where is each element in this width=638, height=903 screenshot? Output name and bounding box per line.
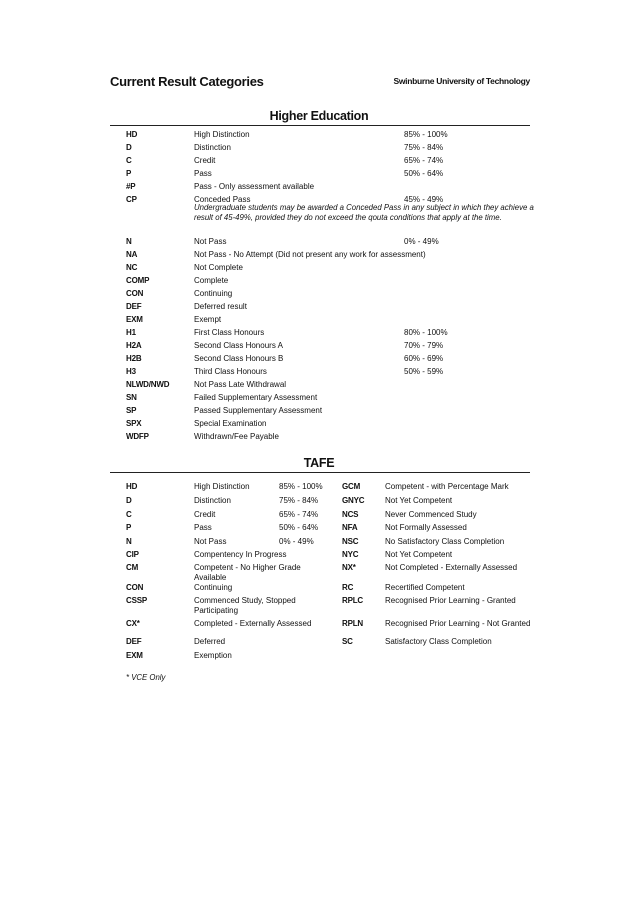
result-code: EXM xyxy=(126,651,143,660)
result-description: Pass xyxy=(194,523,212,532)
result-code: NYC xyxy=(342,550,359,559)
result-description: Failed Supplementary Assessment xyxy=(194,393,318,402)
result-description: Never Commenced Study xyxy=(385,510,477,519)
result-description: Not Pass - No Attempt (Did not present any work for assessment) xyxy=(194,250,426,259)
result-description: Not Formally Assessed xyxy=(385,523,467,532)
result-code: N xyxy=(126,237,132,246)
result-description: Not Pass Late Withdrawal xyxy=(194,380,287,389)
section-divider-tafe xyxy=(110,472,530,473)
result-code: SP xyxy=(126,406,137,415)
section-title-higher-education: Higher Education xyxy=(269,109,369,123)
result-description: Second Class Honours A xyxy=(194,341,283,350)
result-code: NSC xyxy=(342,537,359,546)
result-range: 0% - 49% xyxy=(404,237,439,246)
result-code: CX* xyxy=(126,619,140,628)
conceded-pass-note: Undergraduate students may be awarded a Conceded Pass in any subject in which they achieve a result of 45-49%, provided they do not exceed the qouta conditions that apply at the time. xyxy=(194,203,534,222)
result-code: HD xyxy=(126,130,138,139)
result-code: SN xyxy=(126,393,137,402)
result-code: H2B xyxy=(126,354,142,363)
result-range: 75% - 84% xyxy=(279,496,319,505)
result-code: GNYC xyxy=(342,496,365,505)
result-description: Complete xyxy=(194,276,229,285)
result-description: Conceded Pass xyxy=(194,195,251,204)
result-code: CIP xyxy=(126,550,139,559)
result-code: SC xyxy=(342,637,353,646)
result-description: Not Complete xyxy=(194,263,243,272)
result-code: SPX xyxy=(126,419,142,428)
result-description: Distinction xyxy=(194,496,231,505)
result-description: Completed - Externally Assessed xyxy=(194,619,312,628)
result-range: 50% - 59% xyxy=(404,367,444,376)
footnote: * VCE Only xyxy=(126,673,166,682)
result-range: 65% - 74% xyxy=(279,510,319,519)
result-range: 85% - 100% xyxy=(404,130,448,139)
result-code: RPLC xyxy=(342,596,363,605)
page-title: Current Result Categories xyxy=(110,74,264,89)
section-title-tafe: TAFE xyxy=(303,456,335,470)
result-description: Not Completed - Externally Assessed xyxy=(385,563,518,572)
result-code: CON xyxy=(126,583,144,592)
result-code: NLWD/NWD xyxy=(126,380,170,389)
result-description: Deferred xyxy=(194,637,226,646)
result-code: C xyxy=(126,156,132,165)
result-code: P xyxy=(126,169,132,178)
result-code: NFA xyxy=(342,523,358,532)
result-description: Withdrawn/Fee Payable xyxy=(194,432,279,441)
result-range: 70% - 79% xyxy=(404,341,444,350)
result-code: #P xyxy=(126,182,136,191)
result-code: NX* xyxy=(342,563,356,572)
result-description: High Distinction xyxy=(194,482,250,491)
result-description: No Satisfactory Class Completion xyxy=(385,537,505,546)
result-description: Not Pass xyxy=(194,537,227,546)
result-code: H3 xyxy=(126,367,136,376)
result-description: Continuing xyxy=(194,583,233,592)
result-range: 0% - 49% xyxy=(279,537,314,546)
result-code: HD xyxy=(126,482,138,491)
result-code: D xyxy=(126,143,132,152)
result-description: Competent - No Higher Grade Available xyxy=(194,563,301,582)
result-description: Recognised Prior Learning - Granted xyxy=(385,596,516,605)
organization-name: Swinburne University of Technology xyxy=(393,76,530,86)
result-description: Special Examination xyxy=(194,419,267,428)
result-description: First Class Honours xyxy=(194,328,265,337)
result-code: CM xyxy=(126,563,139,572)
result-code: C xyxy=(126,510,132,519)
result-description: Not Yet Competent xyxy=(385,496,453,505)
result-description: Exempt xyxy=(194,315,222,324)
result-description: Credit xyxy=(194,510,216,519)
result-code: CON xyxy=(126,289,144,298)
result-description: Exemption xyxy=(194,651,232,660)
result-code: RC xyxy=(342,583,354,592)
result-description: Compentency In Progress xyxy=(194,550,287,559)
result-code: RPLN xyxy=(342,619,363,628)
result-description: Continuing xyxy=(194,289,233,298)
result-description: Pass xyxy=(194,169,212,178)
result-description: Recertified Competent xyxy=(385,583,465,592)
result-description: Recognised Prior Learning - Not Granted xyxy=(385,619,531,628)
result-range: 50% - 64% xyxy=(279,523,319,532)
result-code: CSSP xyxy=(126,596,147,605)
result-description: Deferred result xyxy=(194,302,247,311)
section-divider-higher-education xyxy=(110,125,530,126)
result-description: Distinction xyxy=(194,143,231,152)
result-description: Passed Supplementary Assessment xyxy=(194,406,323,415)
result-code: N xyxy=(126,537,132,546)
result-range: 65% - 74% xyxy=(404,156,444,165)
result-description: Competent - with Percentage Mark xyxy=(385,482,509,491)
result-description: Commenced Study, Stopped Participating xyxy=(194,596,296,615)
result-description: Second Class Honours B xyxy=(194,354,284,363)
result-code: P xyxy=(126,523,132,532)
result-code: DEF xyxy=(126,637,142,646)
result-range: 80% - 100% xyxy=(404,328,448,337)
result-code: DEF xyxy=(126,302,142,311)
result-code: EXM xyxy=(126,315,143,324)
result-code: H2A xyxy=(126,341,142,350)
result-code: NCS xyxy=(342,510,359,519)
result-description: Satisfactory Class Completion xyxy=(385,637,492,646)
result-description: Third Class Honours xyxy=(194,367,267,376)
result-code: D xyxy=(126,496,132,505)
result-code: H1 xyxy=(126,328,136,337)
result-code: CP xyxy=(126,195,137,204)
result-code: COMP xyxy=(126,276,150,285)
result-range: 45% - 49% xyxy=(404,195,444,204)
result-code: NA xyxy=(126,250,138,259)
result-code: WDFP xyxy=(126,432,149,441)
result-code: GCM xyxy=(342,482,361,491)
result-code: NC xyxy=(126,263,138,272)
result-description: High Distinction xyxy=(194,130,250,139)
result-description: Not Yet Competent xyxy=(385,550,453,559)
result-range: 60% - 69% xyxy=(404,354,444,363)
result-range: 50% - 64% xyxy=(404,169,444,178)
result-description: Not Pass xyxy=(194,237,227,246)
result-description: Pass - Only assessment available xyxy=(194,182,315,191)
result-range: 75% - 84% xyxy=(404,143,444,152)
result-range: 85% - 100% xyxy=(279,482,323,491)
result-description: Credit xyxy=(194,156,216,165)
